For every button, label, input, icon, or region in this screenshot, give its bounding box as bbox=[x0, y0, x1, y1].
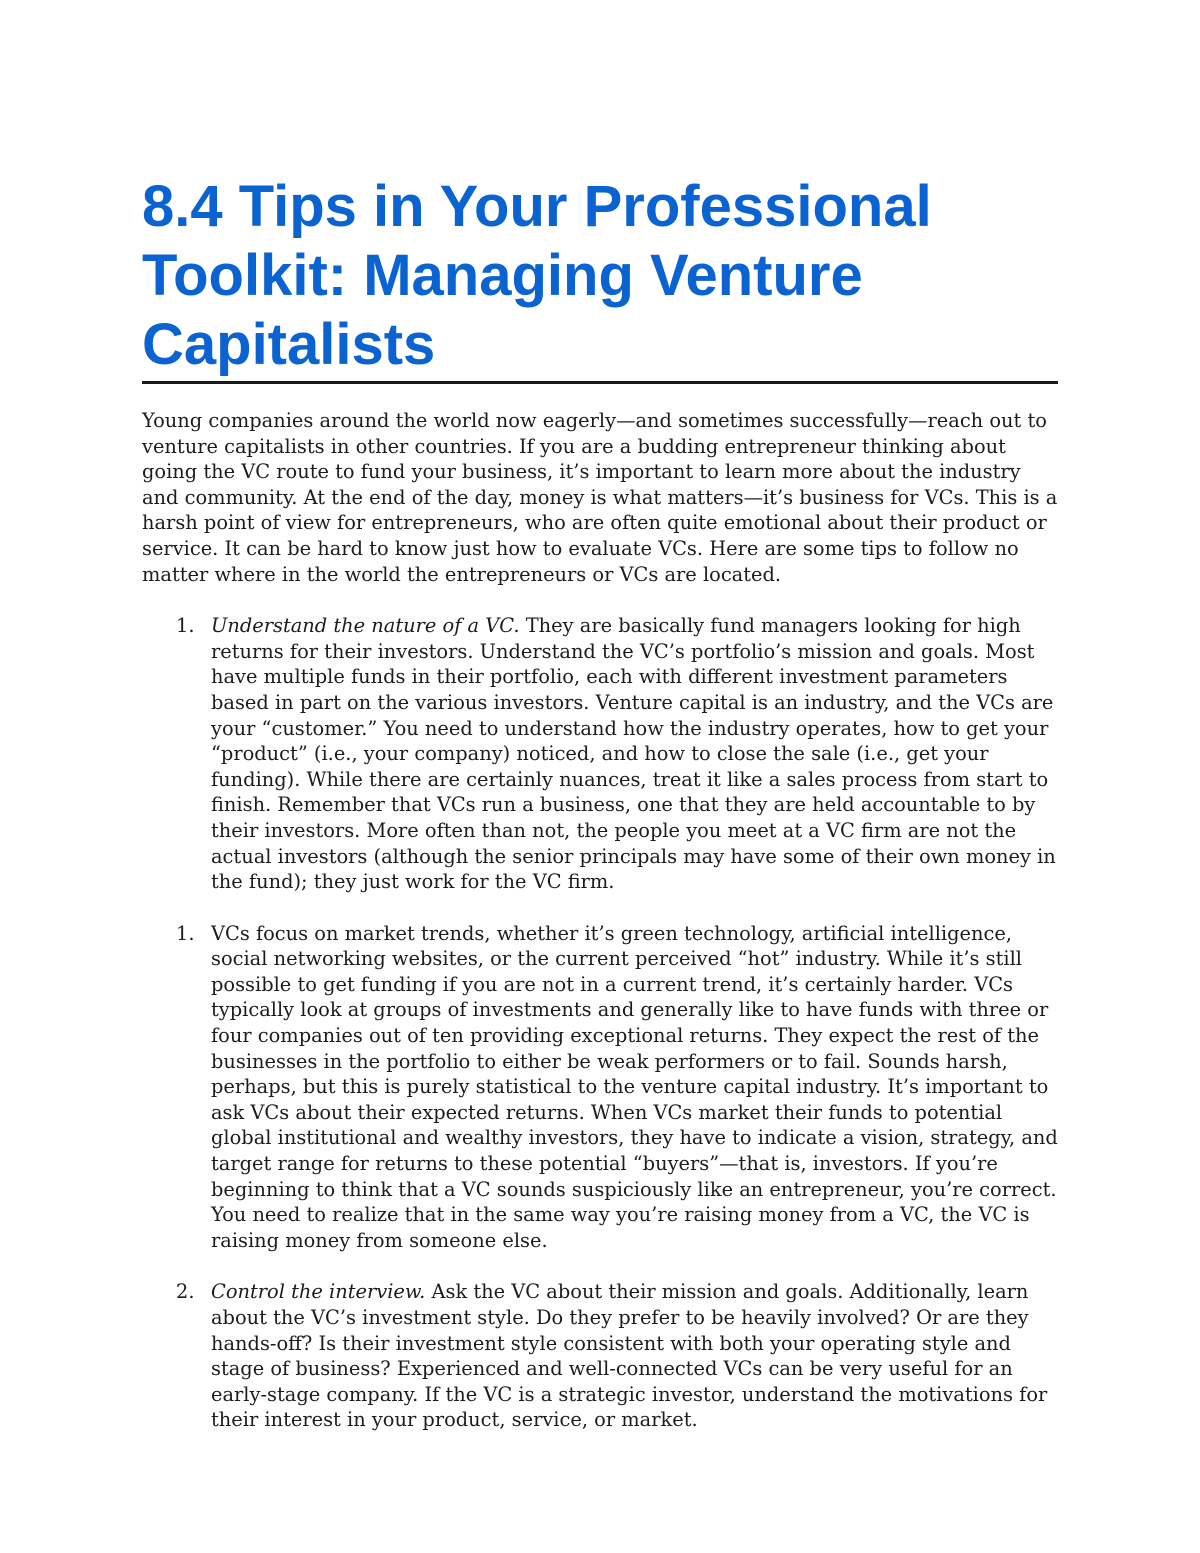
list-item-text bbox=[211, 1280, 1047, 1431]
list-item-number: 1. bbox=[176, 614, 195, 638]
list-item-lead: Understand the nature of a VC. bbox=[211, 614, 520, 638]
document-page bbox=[142, 172, 1058, 1459]
intro-paragraph: Young companies around the world now eagerly—and sometimes successfully—reach out to venture capitalists in other countries. If you are a budding entrepreneur thinking about going the VC route to fund your business, it’s important to learn more about the industry and community. At the end of the day, money is what matters—it’s business for VCs. This is a harsh point of view for entrepreneurs, who are often quite emotional about their product or service. It can be hard to know just how to evaluate VCs. Here are some tips to follow no matter where in the world the entrepreneurs or VCs are located. bbox=[142, 409, 1058, 586]
list-item-text bbox=[211, 614, 1056, 893]
list-item bbox=[142, 921, 1058, 1254]
list-item-lead: Control the interview. bbox=[211, 1280, 426, 1304]
title-underline-rule bbox=[142, 381, 1058, 384]
list-item-body: VCs focus on market trends, whether it’s green technology, artificial intelligence, social networking websites, or the current perceived “hot” industry. While it’s still possible to get funding if you are not in a current trend, it’s certainly harder. VCs typically look at groups of investments and generally like to have funds with three or four companies out of ten providing exceptional returns. They expect the rest of the businesses in the portfolio to either be weak performers or to fail. Sounds harsh, perhaps, but this is purely statistical to the venture capital industry. It’s important to ask VCs about their expected returns. When VCs market their funds to potential global institutional and wealthy investors, they have to indicate a vision, strategy, and target range for returns to these potential “buyers”—that is, investors. If you’re beginning to think that a VC sounds suspiciously like an entrepreneur, you’re correct. You need to realize that in the same way you’re raising money from a VC, the VC is raising money from someone else. bbox=[211, 921, 1058, 1252]
list-item bbox=[142, 613, 1058, 895]
page-title: 8.4 Tips in Your Professional Toolkit: Managing Venture Capitalists bbox=[142, 174, 932, 377]
list-item bbox=[142, 1279, 1058, 1433]
list-item-number: 2. bbox=[176, 1280, 195, 1304]
list-item-number: 1. bbox=[176, 921, 195, 945]
list-item-body: Ask the VC about their mission and goals. Additionally, learn about the VC’s investment style. Do they prefer to be heavily involved? Or are they hands-off? Is their investment style consistent with both your operating style and stage of business? Experienced and well-connected VCs can be very useful for an early-stage company. If the VC is a strategic investor, understand the motivations for their interest in your product, service, or market. bbox=[211, 1280, 1048, 1432]
tips-list bbox=[142, 613, 1058, 1433]
list-item-text bbox=[211, 922, 1058, 1252]
list-item-body: They are basically fund managers looking for high returns for their investors. Understand the VC’s portfolio’s mission and goals. Most have multiple funds in their portfolio, each with different investment parameters based in part on the various investors. Venture capital is an industry, and the VCs are your “customer.” You need to understand how the industry operates, how to get your “product” (i.e., your company) noticed, and how to close the sale (i.e., get your funding). While there are certainly nuances, treat it like a sales process from start to finish. Remember that VCs run a business, one that they are held accountable to by their investors. More often than not, the people you meet at a VC firm are not the actual investors (although the senior principals may have some of their own money in the fund); they just work for the VC firm. bbox=[211, 614, 1056, 894]
